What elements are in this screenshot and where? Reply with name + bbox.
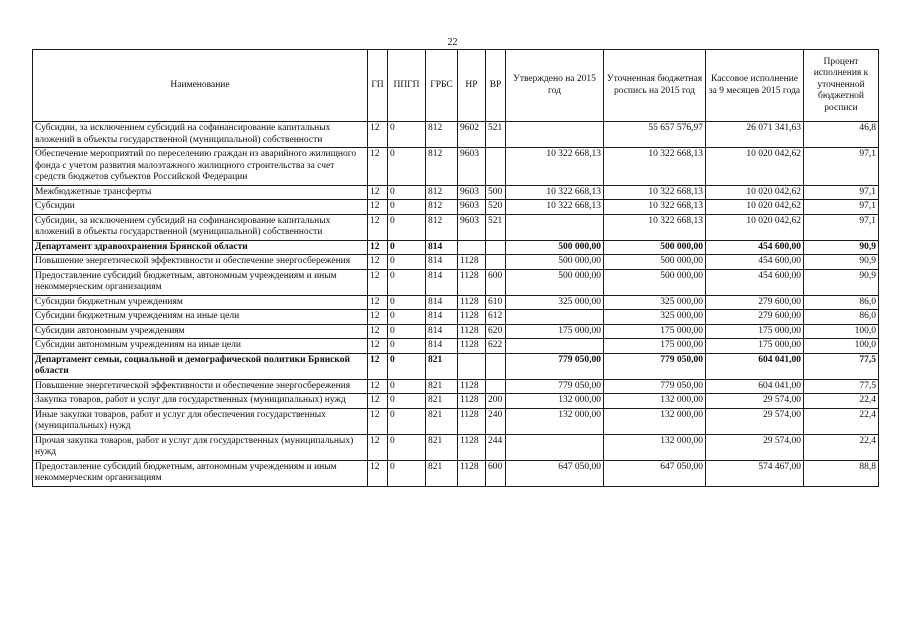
row-gp: 12 xyxy=(368,460,388,486)
row-name: Субсидии автономным учреждениям на иные цели xyxy=(33,339,368,354)
row-ppgp: 0 xyxy=(388,324,426,339)
row-refined: 132 000,00 xyxy=(604,394,706,409)
table-row xyxy=(33,148,879,186)
row-ppgp: 0 xyxy=(388,295,426,310)
row-gp: 12 xyxy=(368,324,388,339)
row-percent: 22,4 xyxy=(804,434,879,460)
row-percent: 22,4 xyxy=(804,394,879,409)
header-vr: ВР xyxy=(486,50,506,122)
row-grbs: 812 xyxy=(426,214,458,240)
row-vr: 600 xyxy=(486,460,506,486)
table-row xyxy=(33,255,879,270)
row-ppgp: 0 xyxy=(388,394,426,409)
row-approved: 132 000,00 xyxy=(506,408,604,434)
row-gp: 12 xyxy=(368,408,388,434)
row-grbs: 814 xyxy=(426,324,458,339)
row-np: 1128 xyxy=(458,310,486,325)
budget-execution-table xyxy=(32,49,879,487)
row-refined: 500 000,00 xyxy=(604,240,706,255)
row-name: Обеспечение мероприятий по переселению граждан из аварийного жилищного фонда с учетом развития малоэтажного жилищного строительства за счет средств бюджетов субъектов Российской Федерации xyxy=(33,148,368,186)
row-grbs: 821 xyxy=(426,379,458,394)
row-ppgp: 0 xyxy=(388,255,426,270)
row-name: Субсидии, за исключением субсидий на софинансирование капитальных вложений в объекты государственной (муниципальной) собственности xyxy=(33,214,368,240)
row-name: Субсидии xyxy=(33,200,368,215)
row-approved: 500 000,00 xyxy=(506,240,604,255)
row-ppgp: 0 xyxy=(388,240,426,255)
row-np: 9603 xyxy=(458,214,486,240)
row-approved xyxy=(506,310,604,325)
row-name: Повышение энергетической эффективности и обеспечение энергосбережения xyxy=(33,255,368,270)
header-percent: Процент исполнения к уточненной бюджетной росписи xyxy=(804,50,879,122)
row-name: Иные закупки товаров, работ и услуг для обеспечения государственных (муниципальных) нужд xyxy=(33,408,368,434)
row-name: Предоставление субсидий бюджетным, автономным учреждениям и иным некоммерческим организациям xyxy=(33,269,368,295)
row-np: 1128 xyxy=(458,394,486,409)
row-percent: 97,1 xyxy=(804,214,879,240)
row-np: 1128 xyxy=(458,379,486,394)
row-grbs: 814 xyxy=(426,255,458,270)
row-cash: 574 467,00 xyxy=(706,460,804,486)
row-grbs: 821 xyxy=(426,434,458,460)
row-np xyxy=(458,353,486,379)
row-approved: 175 000,00 xyxy=(506,324,604,339)
row-np: 1128 xyxy=(458,339,486,354)
row-np: 1128 xyxy=(458,295,486,310)
row-cash: 10 020 042,62 xyxy=(706,148,804,186)
row-cash: 29 574,00 xyxy=(706,394,804,409)
row-gp: 12 xyxy=(368,394,388,409)
row-ppgp: 0 xyxy=(388,310,426,325)
row-percent: 88,8 xyxy=(804,460,879,486)
row-ppgp: 0 xyxy=(388,353,426,379)
row-name: Предоставление субсидий бюджетным, автономным учреждениям и иным некоммерческим организациям xyxy=(33,460,368,486)
row-cash: 10 020 042,62 xyxy=(706,185,804,200)
row-ppgp: 0 xyxy=(388,408,426,434)
row-vr: 240 xyxy=(486,408,506,434)
row-cash: 10 020 042,62 xyxy=(706,214,804,240)
row-percent: 77,5 xyxy=(804,353,879,379)
row-np: 9603 xyxy=(458,185,486,200)
row-cash: 175 000,00 xyxy=(706,324,804,339)
header-approved: Утверждено на 2015 год xyxy=(506,50,604,122)
row-refined: 325 000,00 xyxy=(604,295,706,310)
row-name: Субсидии бюджетным учреждениям на иные цели xyxy=(33,310,368,325)
row-refined: 500 000,00 xyxy=(604,255,706,270)
row-approved: 500 000,00 xyxy=(506,269,604,295)
table-row xyxy=(33,460,879,486)
row-refined: 10 322 668,13 xyxy=(604,200,706,215)
table-row xyxy=(33,122,879,148)
row-np: 1128 xyxy=(458,269,486,295)
table-row xyxy=(33,408,879,434)
row-refined: 325 000,00 xyxy=(604,310,706,325)
row-grbs: 812 xyxy=(426,122,458,148)
row-cash: 279 600,00 xyxy=(706,295,804,310)
row-cash: 10 020 042,62 xyxy=(706,200,804,215)
row-ppgp: 0 xyxy=(388,185,426,200)
table-row xyxy=(33,324,879,339)
row-gp: 12 xyxy=(368,214,388,240)
row-cash: 454 600,00 xyxy=(706,255,804,270)
row-cash: 454 600,00 xyxy=(706,269,804,295)
row-gp: 12 xyxy=(368,310,388,325)
row-approved: 10 322 668,13 xyxy=(506,148,604,186)
row-refined: 132 000,00 xyxy=(604,408,706,434)
row-approved: 779 050,00 xyxy=(506,353,604,379)
row-percent: 97,1 xyxy=(804,148,879,186)
row-name: Закупка товаров, работ и услуг для государственных (муниципальных) нужд xyxy=(33,394,368,409)
row-approved: 10 322 668,13 xyxy=(506,200,604,215)
row-gp: 12 xyxy=(368,148,388,186)
row-percent: 90,9 xyxy=(804,240,879,255)
row-percent: 22,4 xyxy=(804,408,879,434)
row-approved: 325 000,00 xyxy=(506,295,604,310)
row-vr: 600 xyxy=(486,269,506,295)
table-row xyxy=(33,200,879,215)
row-grbs: 821 xyxy=(426,408,458,434)
row-ppgp: 0 xyxy=(388,200,426,215)
row-grbs: 814 xyxy=(426,339,458,354)
row-grbs: 814 xyxy=(426,240,458,255)
row-np xyxy=(458,240,486,255)
row-grbs: 812 xyxy=(426,185,458,200)
row-ppgp: 0 xyxy=(388,269,426,295)
row-gp: 12 xyxy=(368,295,388,310)
row-grbs: 821 xyxy=(426,460,458,486)
row-gp: 12 xyxy=(368,122,388,148)
row-approved: 10 322 668,13 xyxy=(506,185,604,200)
row-np: 9603 xyxy=(458,200,486,215)
row-gp: 12 xyxy=(368,379,388,394)
row-vr xyxy=(486,353,506,379)
row-vr: 521 xyxy=(486,122,506,148)
row-np: 1128 xyxy=(458,255,486,270)
table-row xyxy=(33,295,879,310)
row-vr: 622 xyxy=(486,339,506,354)
row-ppgp: 0 xyxy=(388,339,426,354)
row-gp: 12 xyxy=(368,434,388,460)
header-ppgp: ППГП xyxy=(388,50,426,122)
row-name: Повышение энергетической эффективности и обеспечение энергосбережения xyxy=(33,379,368,394)
row-ppgp: 0 xyxy=(388,214,426,240)
row-ppgp: 0 xyxy=(388,122,426,148)
row-approved xyxy=(506,122,604,148)
row-refined: 132 000,00 xyxy=(604,434,706,460)
table-row xyxy=(33,185,879,200)
row-cash: 26 071 341,63 xyxy=(706,122,804,148)
row-approved: 132 000,00 xyxy=(506,394,604,409)
header-gp: ГП xyxy=(368,50,388,122)
row-cash: 29 574,00 xyxy=(706,408,804,434)
row-gp: 12 xyxy=(368,269,388,295)
row-grbs: 812 xyxy=(426,148,458,186)
row-gp: 12 xyxy=(368,185,388,200)
row-grbs: 821 xyxy=(426,353,458,379)
row-approved xyxy=(506,339,604,354)
row-cash: 604 041,00 xyxy=(706,379,804,394)
row-percent: 100,0 xyxy=(804,339,879,354)
row-np: 1128 xyxy=(458,408,486,434)
row-name: Субсидии, за исключением субсидий на софинансирование капитальных вложений в объекты государственной (муниципальной) собственности xyxy=(33,122,368,148)
row-percent: 100,0 xyxy=(804,324,879,339)
row-gp: 12 xyxy=(368,353,388,379)
row-percent: 97,1 xyxy=(804,200,879,215)
row-refined: 10 322 668,13 xyxy=(604,148,706,186)
row-grbs: 814 xyxy=(426,295,458,310)
row-percent: 86,0 xyxy=(804,295,879,310)
row-gp: 12 xyxy=(368,240,388,255)
row-cash: 279 600,00 xyxy=(706,310,804,325)
row-cash: 604 041,00 xyxy=(706,353,804,379)
page-number: 22 xyxy=(447,37,458,48)
row-vr xyxy=(486,240,506,255)
table-row xyxy=(33,379,879,394)
table-header-row xyxy=(33,50,879,122)
row-approved xyxy=(506,434,604,460)
row-ppgp: 0 xyxy=(388,148,426,186)
header-refined: Уточненная бюджетная роспись на 2015 год xyxy=(604,50,706,122)
row-refined: 55 657 576,97 xyxy=(604,122,706,148)
row-percent: 86,0 xyxy=(804,310,879,325)
row-grbs: 821 xyxy=(426,394,458,409)
row-refined: 10 322 668,13 xyxy=(604,214,706,240)
header-name: Наименование xyxy=(33,50,368,122)
row-np: 1128 xyxy=(458,324,486,339)
row-approved: 647 050,00 xyxy=(506,460,604,486)
table-row xyxy=(33,240,879,255)
row-cash: 29 574,00 xyxy=(706,434,804,460)
row-grbs: 814 xyxy=(426,310,458,325)
table-row xyxy=(33,339,879,354)
row-percent: 90,9 xyxy=(804,255,879,270)
row-gp: 12 xyxy=(368,339,388,354)
row-vr xyxy=(486,148,506,186)
row-grbs: 812 xyxy=(426,200,458,215)
table-row xyxy=(33,353,879,379)
row-np: 1128 xyxy=(458,434,486,460)
row-vr: 521 xyxy=(486,214,506,240)
table-row xyxy=(33,394,879,409)
row-name: Межбюджетные трансферты xyxy=(33,185,368,200)
row-np: 1128 xyxy=(458,460,486,486)
row-approved: 779 050,00 xyxy=(506,379,604,394)
row-cash: 454 600,00 xyxy=(706,240,804,255)
row-refined: 175 000,00 xyxy=(604,324,706,339)
row-vr: 612 xyxy=(486,310,506,325)
row-vr: 620 xyxy=(486,324,506,339)
row-refined: 647 050,00 xyxy=(604,460,706,486)
row-name: Департамент семьи, социальной и демографической политики Брянской области xyxy=(33,353,368,379)
row-vr: 500 xyxy=(486,185,506,200)
row-refined: 779 050,00 xyxy=(604,379,706,394)
row-refined: 10 322 668,13 xyxy=(604,185,706,200)
table-row xyxy=(33,310,879,325)
row-name: Прочая закупка товаров, работ и услуг для государственных (муниципальных) нужд xyxy=(33,434,368,460)
row-cash: 175 000,00 xyxy=(706,339,804,354)
table-row xyxy=(33,434,879,460)
row-vr xyxy=(486,255,506,270)
row-vr: 200 xyxy=(486,394,506,409)
row-vr xyxy=(486,379,506,394)
row-name: Субсидии бюджетным учреждениям xyxy=(33,295,368,310)
row-ppgp: 0 xyxy=(388,379,426,394)
row-approved: 500 000,00 xyxy=(506,255,604,270)
row-percent: 90,9 xyxy=(804,269,879,295)
header-grbs: ГРБС xyxy=(426,50,458,122)
row-ppgp: 0 xyxy=(388,460,426,486)
row-np: 9602 xyxy=(458,122,486,148)
table-row xyxy=(33,214,879,240)
row-vr: 610 xyxy=(486,295,506,310)
row-percent: 46,8 xyxy=(804,122,879,148)
row-gp: 12 xyxy=(368,200,388,215)
row-approved xyxy=(506,214,604,240)
row-percent: 77,5 xyxy=(804,379,879,394)
row-refined: 175 000,00 xyxy=(604,339,706,354)
row-grbs: 814 xyxy=(426,269,458,295)
row-name: Департамент здравоохранения Брянской области xyxy=(33,240,368,255)
table-row xyxy=(33,269,879,295)
row-vr: 520 xyxy=(486,200,506,215)
row-refined: 779 050,00 xyxy=(604,353,706,379)
row-name: Субсидии автономным учреждениям xyxy=(33,324,368,339)
row-ppgp: 0 xyxy=(388,434,426,460)
row-refined: 500 000,00 xyxy=(604,269,706,295)
row-np: 9603 xyxy=(458,148,486,186)
row-gp: 12 xyxy=(368,255,388,270)
row-percent: 97,1 xyxy=(804,185,879,200)
row-vr: 244 xyxy=(486,434,506,460)
header-np: НР xyxy=(458,50,486,122)
header-cash: Кассовое исполнение за 9 месяцев 2015 года xyxy=(706,50,804,122)
